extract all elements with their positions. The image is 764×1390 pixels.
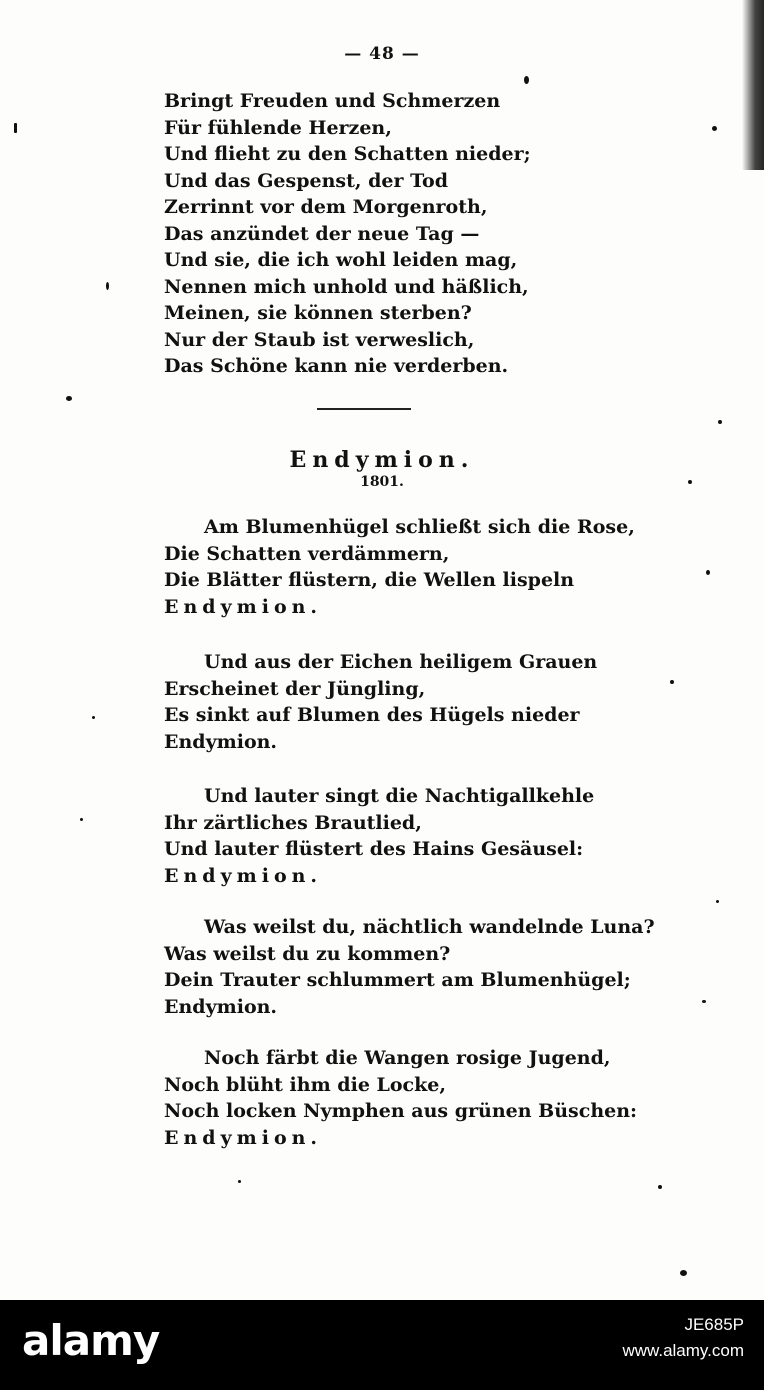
poem-line: Die Blätter flüstern, die Wellen lispeln — [164, 569, 575, 591]
poem-line-refrain: Endymion. — [164, 864, 323, 887]
poem-line: Bringt Freuden und Schmerzen — [164, 90, 501, 112]
poem-line: Die Schatten verdämmern, — [164, 542, 450, 565]
scan-speck — [718, 420, 722, 424]
image-id: JE685P — [684, 1315, 744, 1334]
poem-line: Und das Gespenst, der Tod — [164, 169, 449, 192]
poem-line: Dein Trauter schlummert am Blumenhügel; — [164, 969, 631, 991]
watermark-info — [622, 1312, 744, 1364]
poem-line: Und lauter flüstert des Hains Gesäusel: — [164, 838, 584, 860]
scan-speck — [670, 680, 674, 684]
section-divider — [317, 408, 411, 410]
poem-line: Und flieht zu den Schatten nieder; — [164, 143, 531, 165]
scan-speck — [688, 480, 692, 484]
scan-speck — [680, 1270, 687, 1276]
poem-line: Meinen, sie können sterben? — [164, 302, 472, 324]
poem-line-refrain: Endymion. — [164, 595, 323, 618]
site-url: www.alamy.com — [622, 1341, 744, 1360]
watermark-logo: alamy — [22, 1316, 160, 1365]
scan-speck — [14, 123, 17, 133]
poem-line: Noch blüht ihm die Locke, — [164, 1073, 446, 1096]
scan-speck — [658, 1185, 662, 1189]
stanza-1 — [164, 514, 635, 620]
stanza-previous-poem — [164, 88, 531, 380]
poem-line-refrain: Endymion. — [164, 995, 278, 1018]
poem-line: Am Blumenhügel schließt sich die Rose, — [204, 516, 635, 538]
poem-line: Und lauter singt die Nachtigallkehle — [204, 785, 595, 807]
poem-title: Endymion. — [289, 447, 475, 473]
poem-line: Zerrinnt vor dem Morgenroth, — [164, 196, 488, 218]
scan-speck — [712, 126, 717, 131]
poem-line: Noch locken Nymphen aus grünen Büschen: — [164, 1100, 638, 1122]
poem-line: Das anzündet der neue Tag — — [164, 222, 480, 245]
poem-year: 1801. — [360, 474, 404, 490]
scan-speck — [106, 282, 109, 290]
scan-edge-shadow — [742, 0, 764, 170]
poem-line-refrain: Endymion. — [164, 730, 278, 753]
poem-line: Nennen mich unhold und häßlich, — [164, 275, 529, 298]
scan-speck — [92, 716, 95, 719]
poem-line: Erscheinet der Jüngling, — [164, 677, 426, 700]
poem-line: Was weilst du, nächtlich wandelnde Luna? — [204, 916, 655, 938]
stanza-3 — [164, 783, 594, 889]
scan-speck — [702, 1000, 706, 1003]
poem-line: Und sie, die ich wohl leiden mag, — [164, 249, 518, 271]
stanza-2 — [164, 649, 597, 755]
page-number: — 48 — — [344, 44, 420, 64]
poem-line-refrain: Endymion. — [164, 1126, 323, 1149]
stanza-5 — [164, 1045, 637, 1151]
poem-line: Es sinkt auf Blumen des Hügels nieder — [164, 704, 580, 726]
poem-line: Ihr zärtliches Brautlied, — [164, 811, 422, 834]
scan-speck — [524, 76, 529, 84]
poem-line: Für fühlende Herzen, — [164, 116, 392, 139]
poem-line: Was weilst du zu kommen? — [164, 942, 451, 965]
poem-line: Nur der Staub ist verweslich, — [164, 328, 475, 351]
scan-speck — [238, 1180, 241, 1183]
poem-line: Das Schöne kann nie verderben. — [164, 355, 509, 377]
scan-speck — [706, 570, 710, 575]
stanza-4 — [164, 914, 655, 1020]
scan-speck — [80, 818, 83, 821]
poem-line: Und aus der Eichen heiligem Grauen — [204, 651, 598, 673]
scan-speck — [66, 396, 72, 401]
scan-speck — [716, 900, 719, 903]
poem-line: Noch färbt die Wangen rosige Jugend, — [204, 1047, 611, 1069]
